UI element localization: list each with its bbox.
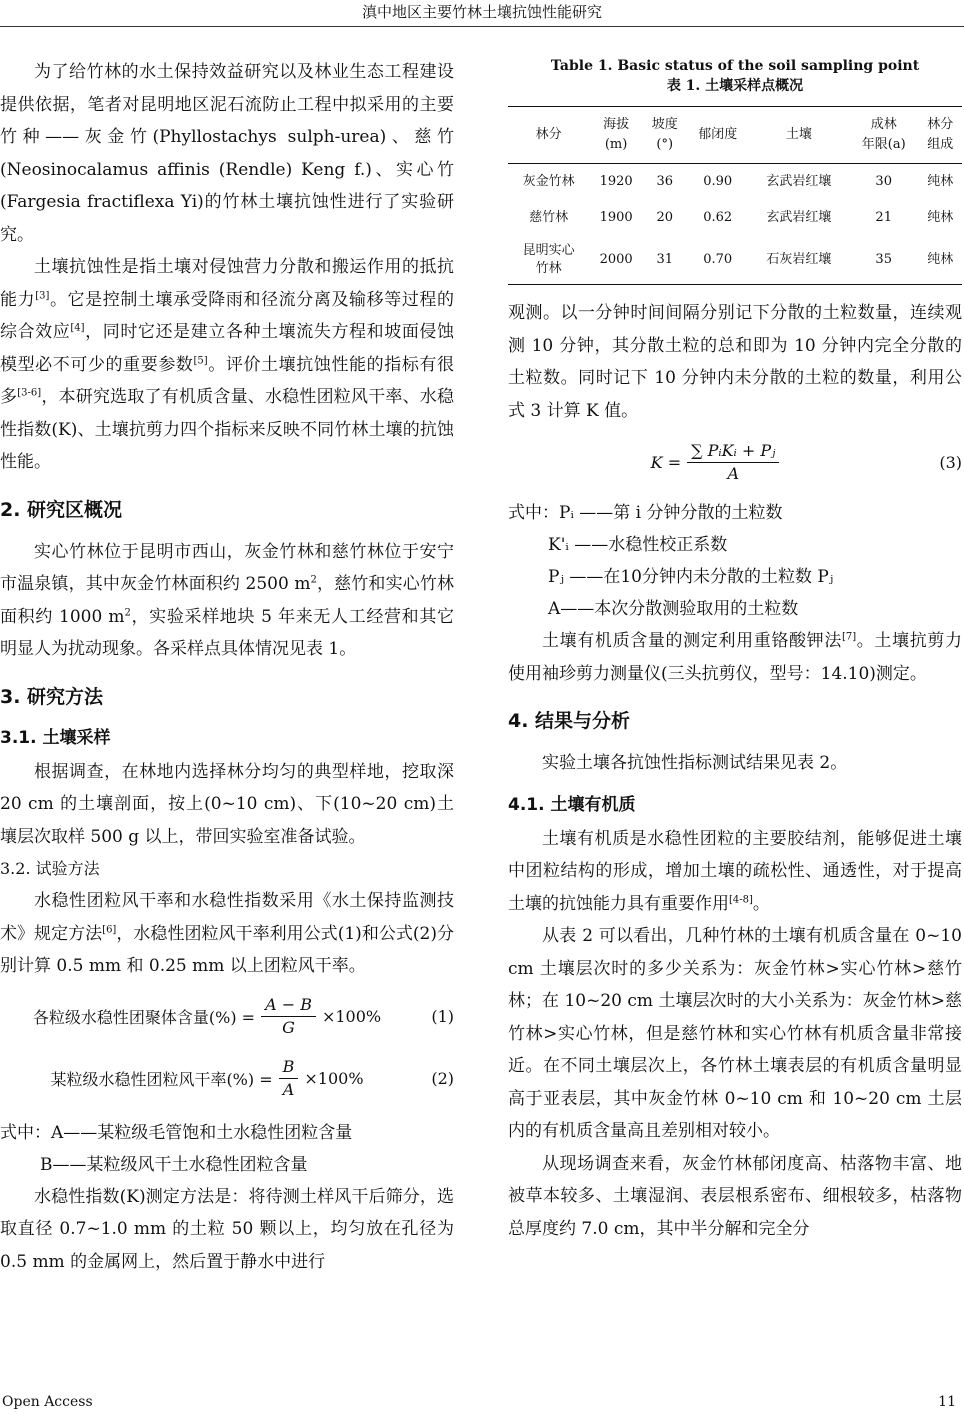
table-cell: 纯林 <box>927 252 954 267</box>
citation[interactable]: [3-6] <box>17 387 42 399</box>
equation-1: 各粒级水稳性团聚体含量(%) = $\frac{A - B}{G}$ ×100% (1) <box>32 995 454 1037</box>
definition-a: 式中：A——某粒级毛管饱和土水稳性团粒含量 <box>0 1122 353 1143</box>
section-heading-results: 4. 结果与分析 <box>508 710 631 732</box>
table-header-cell: 海拔 (m) <box>603 117 630 152</box>
citation[interactable]: [5] <box>193 354 208 366</box>
section-heading-study-area: 2. 研究区概况 <box>0 498 123 521</box>
table-cell: 20 <box>656 210 674 225</box>
paragraph-test-method: 水稳性团粒风干率和水稳性指数采用《水土保持监测技术》规定方法[6]，水稳性团粒风干率利用公式(1)和公式(2)分别计算 0.5 mm 和 0.25 mm 以上团粒风干率。 <box>0 891 455 976</box>
table-cell: 31 <box>656 252 674 267</box>
table-cell: 石灰岩红壤 <box>766 252 832 267</box>
table-header-cell: 土壤 <box>785 127 812 142</box>
equation-3: K = $\frac{\text{∑ PᵢKᵢ + Pⱼ}}{A}$ (3) <box>650 440 962 483</box>
paragraph-stability-index: 水稳性指数(K)测定方法是：将待测土样风干后筛分，选取直径 0.7~1.0 mm 的土粒 50 颗以上，均匀放在孔径为 0.5 mm 的金属网上，然后置于静水中进行 <box>0 1186 454 1272</box>
table-header-cell: 林分 组成 <box>927 117 954 152</box>
table-header-cell: 坡度 (°) <box>651 117 678 152</box>
paragraph-organic-role: 土壤有机质是水稳性团粒的主要胶结剂，能够促进土壤中团粒结构的形成，增加土壤的疏松性、通透性，对于提高土壤的抗蚀能力具有重要作用[4-8]。 <box>508 828 962 914</box>
definitions-eq3: 式中：Pᵢ ——第 i 分钟分散的土粒数 <box>508 503 783 523</box>
table-caption-cn: 表 1. 土壤采样点概况 <box>666 78 804 94</box>
table-cell: 2000 <box>599 252 633 267</box>
table-caption-en: Table 1. Basic status of the soil sampling point <box>550 58 920 74</box>
table-cell: 玄武岩红壤 <box>766 210 832 225</box>
definition-pj: Pⱼ ——在10分钟内未分散的土粒数 Pⱼ <box>548 567 834 587</box>
table-cell: 35 <box>875 252 892 267</box>
definition-a-count: A——本次分散测验取用的土粒数 <box>548 599 799 619</box>
table-cell: 慈竹林 <box>529 210 569 225</box>
citation[interactable]: [4] <box>70 322 85 334</box>
table-header-cell: 成林 年限(a) <box>861 117 906 152</box>
table-row <box>508 164 962 201</box>
table-cell: 纯林 <box>927 210 954 225</box>
paragraph-erosion-resistance: 土壤抗蚀性是指土壤对侵蚀营力分散和搬运作用的抵抗能力[3]。它是控制土壤承受降雨和径流分离及输移等过程的综合效应[4]，同时它还是建立各种土壤流失方程和坡面侵蚀模型必不可少的重要参数[5]。评价土壤抗蚀性能的指标有很多[3-6]，本研究选取了有机质含量、水稳性团粒风干率、水稳性指数(K)、土壤抗剪力四个指标来反映不同竹林土壤的抗蚀性能。 <box>0 257 455 472</box>
table-sampling-points <box>508 106 962 285</box>
paragraph-field-survey: 从现场调查来看，灰金竹林郁闭度高、枯落物丰富、地被草本较多、土壤湿润、表层根系密布、细根较多，枯落物总厚度约 7.0 cm，其中半分解和完全分 <box>508 1153 962 1239</box>
equation-2: 某粒级水稳性团粒风干率(%) = $\frac{B}{A}$ ×100% (2) <box>50 1057 454 1099</box>
section-heading-methods: 3. 研究方法 <box>0 685 104 708</box>
table-cell: 1920 <box>599 174 633 189</box>
citation[interactable]: [7] <box>841 631 857 643</box>
subsection-heading-organic: 4.1. 土壤有机质 <box>508 794 636 815</box>
paragraph-sampling: 根据调查，在林地内选择林分均匀的典型样地，挖取深 20 cm 的土壤剖面，按上(0~10 cm)、下(10~20 cm)土壤层次取样 500 g 以上，带回实验室准备试验。 <box>0 761 454 847</box>
running-header <box>0 0 964 27</box>
table-cell: 纯林 <box>927 174 954 189</box>
table-header-cell: 郁闭度 <box>698 127 738 142</box>
table-cell: 21 <box>875 210 892 225</box>
table-cell: 灰金竹林 <box>522 174 575 189</box>
table-cell: 0.90 <box>703 174 733 189</box>
paragraph-results-intro: 实验土壤各抗蚀性指标测试结果见表 2。 <box>542 753 848 773</box>
table-row <box>508 236 962 285</box>
definition-b: B——某粒级风干土水稳性团粒含量 <box>40 1154 308 1175</box>
table-header-row <box>508 107 962 164</box>
table-cell: 昆明实心 竹林 <box>522 243 575 276</box>
left-column <box>0 56 454 1278</box>
table-cell: 1900 <box>599 210 633 225</box>
table-header-cell: 林分 <box>535 127 562 142</box>
citation[interactable]: [4-8] <box>729 893 753 905</box>
paragraph-organic-results: 从表 2 可以看出，几种竹林的土壤有机质含量在 0~10 cm 土壤层次时的多少关系为：灰金竹林>实心竹林>慈竹林；在 10~20 cm 土壤层次时的大小关系为：灰金竹林>慈竹林>实心竹林，但是慈竹林和实心竹林有机质含量非常接近。在不同土壤层次上，各竹林土壤表层的有机质含量明显高于亚表层，其中灰金竹林 0~10 cm 和 10~20 cm 土层内的有机质含量高且差别相对较小。 <box>508 926 962 1141</box>
table-cell: 0.62 <box>703 210 733 225</box>
subsection-heading-test-method: 3.2. 试验方法 <box>0 859 100 878</box>
subsection-heading-sampling: 3.1. 土壤采样 <box>0 727 111 748</box>
table-cell: 30 <box>875 174 892 189</box>
table-cell: 玄武岩红壤 <box>766 174 832 189</box>
page-number: 11 <box>938 1394 956 1410</box>
journal-article-title: 滇中地区主要竹林土壤抗蚀性能研究 <box>361 3 602 21</box>
paragraph-organic-method: 土壤有机质含量的测定利用重铬酸钾法[7]。土壤抗剪力使用袖珍剪力测量仪(三头抗剪仪，型号：14.10)测定。 <box>508 631 963 684</box>
definition-ki: K'ᵢ ——水稳性校正系数 <box>548 535 728 555</box>
table-cell: 36 <box>656 174 674 189</box>
paragraph-observation: 观测。以一分钟时间间隔分别记下分散的土粒数量，连续观测 10 分钟，其分散土粒的总和即为 10 分钟内完全分散的土粒数。同时记下 10 分钟内未分散的土粒的数量，利用公式 3 计算 K 值。 <box>508 303 962 421</box>
citation[interactable]: [6] <box>102 923 117 935</box>
table-row <box>508 200 962 236</box>
paragraph-intro: 为了给竹林的水土保持效益研究以及林业生态工程建设提供依据，笔者对昆明地区泥石流防止工程中拟采用的主要竹种——灰金竹(Phyllostachys sulph-urea)、慈竹(Neosinocalamus affinis (Rendle) Keng f.)、实心竹(Fargesia fractiflexa Yi)的竹林土壤抗蚀性进行了实验研究。 <box>0 62 454 245</box>
footer-open-access: Open Access <box>2 1394 93 1410</box>
table-cell: 0.70 <box>703 252 733 267</box>
citation[interactable]: [3] <box>35 289 50 301</box>
right-column <box>508 56 962 1245</box>
paragraph-study-area: 实心竹林位于昆明市西山，灰金竹林和慈竹林位于安宁市温泉镇，其中灰金竹林面积约 2500 $m^2$，慈竹和实心竹林面积约 1000 $m^2$，实验采样地块 5 年来无人工经营和其它明显人为扰动现象。各采样点具体情况见表 1。 <box>0 541 454 659</box>
